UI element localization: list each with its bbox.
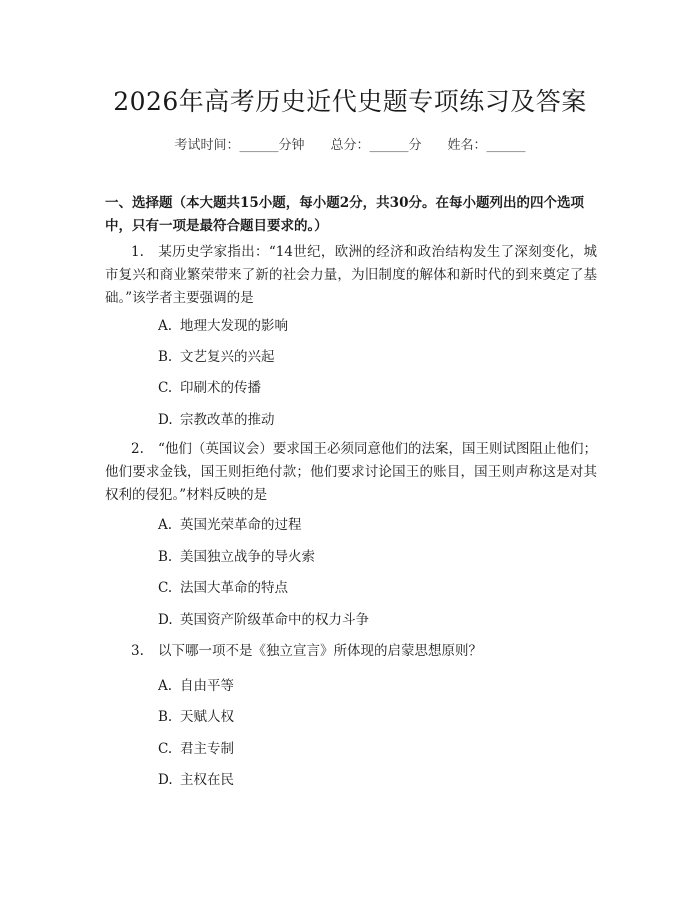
question-text: 某历史学家指出：“14世纪，欧洲的经济和政治结构发生了深刻变化，城市复兴和商业繁荣带来了新的社会力量，为旧制度的解体和新时代的到来奠定了基础。”该学者主要强调的是 [105, 244, 597, 306]
option-text: 美国独立战争的导火索 [180, 549, 315, 565]
page-title: 2026年高考历史近代史题专项练习及答案 [113, 87, 587, 116]
option-letter: A. [158, 517, 173, 533]
option-1-a [158, 316, 288, 336]
question-number: 3. [131, 643, 144, 659]
time-field: 考试时间：______分钟 [174, 138, 305, 153]
option-text: 英国资产阶级革命中的权力斗争 [180, 612, 369, 628]
option-text: 地理大发现的影响 [180, 318, 288, 334]
question-1 [105, 241, 597, 310]
option-letter: C. [158, 380, 173, 396]
option-letter: B. [158, 709, 173, 725]
option-letter: B. [158, 549, 173, 565]
question-number: 2. [131, 441, 144, 457]
name-field: 姓名：______ [447, 138, 526, 153]
option-letter: A. [158, 678, 173, 694]
option-text: 宗教改革的推动 [180, 412, 275, 428]
option-text: 君主专制 [180, 741, 234, 757]
option-letter: A. [158, 318, 173, 334]
question-number: 1. [131, 244, 144, 260]
option-3-c [158, 739, 234, 759]
option-2-c [158, 578, 288, 598]
option-text: 英国光荣革命的过程 [180, 517, 302, 533]
option-2-b [158, 547, 315, 567]
option-text: 法国大革命的特点 [180, 580, 288, 596]
option-1-c [158, 378, 261, 398]
option-3-a [158, 676, 234, 696]
section-heading: 一、选择题（本大题共15小题，每小题2分，共30分。在每小题列出的四个选项中，只有一项是最符合题目要求的。） [105, 195, 584, 234]
option-3-d [158, 770, 234, 790]
question-text: “他们（英国议会）要求国王必须同意他们的法案，国王则试图阻止他们；他们要求金钱，国王则拒绝付款；他们要求讨论国王的账目，国王则声称这是对其权利的侵犯。”材料反映的是 [105, 441, 597, 503]
option-letter: C. [158, 741, 173, 757]
option-letter: B. [158, 349, 173, 365]
question-2 [105, 438, 597, 507]
option-text: 文艺复兴的兴起 [180, 349, 275, 365]
exam-info-line [0, 134, 700, 153]
question-3 [105, 640, 597, 663]
option-3-b [158, 707, 234, 727]
option-2-a [158, 515, 302, 535]
option-1-b [158, 347, 275, 367]
option-2-d [158, 610, 369, 630]
option-text: 印刷术的传播 [180, 380, 261, 396]
option-text: 自由平等 [180, 678, 234, 694]
option-text: 主权在民 [180, 772, 234, 788]
question-text: 以下哪一项不是《独立宣言》所体现的启蒙思想原则？ [158, 643, 482, 659]
option-letter: C. [158, 580, 173, 596]
option-1-d [158, 410, 275, 430]
option-letter: D. [158, 772, 173, 788]
option-text: 天赋人权 [180, 709, 234, 725]
option-letter: D. [158, 412, 173, 428]
option-letter: D. [158, 612, 173, 628]
score-field: 总分：______分 [330, 138, 422, 153]
